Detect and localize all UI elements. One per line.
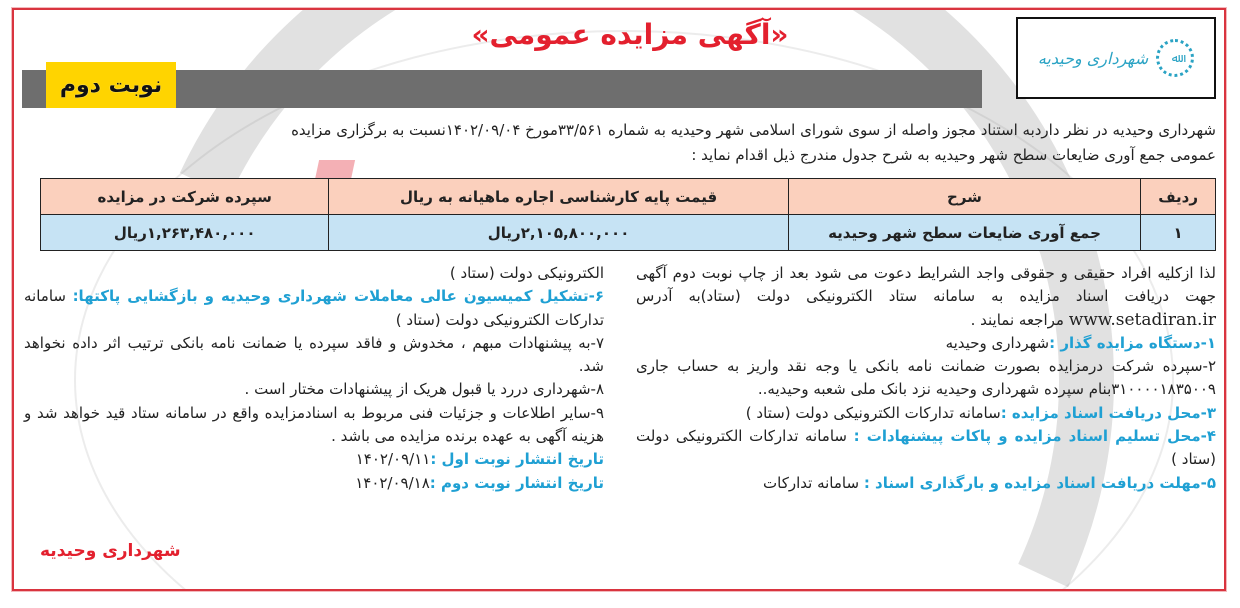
municipality-logo xyxy=(1016,17,1216,99)
emblem-icon: ﷲ xyxy=(1156,39,1194,77)
logo-text: شهرداری وحیدیه xyxy=(1037,48,1149,68)
notice-title: «آگهی مزایده عمومی» xyxy=(471,18,789,51)
cell-base-price: ۲,۱۰۵,۸۰۰,۰۰۰ریال xyxy=(329,215,788,251)
condition-9: ۹-سایر اطلاعات و جزئیات فنی مربوط به اسنادمزایده واقع در سامانه ستاد قید خواهد شد و هزینه آگهی به عهده برنده مزایده می باشد . xyxy=(24,403,604,446)
table-header-row xyxy=(41,179,1216,215)
intro-line-1: شهرداری وحیدیه در نظر داردبه استناد مجوز واصله از سوی شورای اسلامی شهر وحیدیه به شماره ۳۳/۵۶۱مورخ ۱۴۰۲/۰۹/۰۴نسبت به برگزاری مزایده xyxy=(291,121,1216,139)
header-base-price: قیمت پایه کارشناسی اجاره ماهیانه به ریال xyxy=(329,179,788,215)
table-row xyxy=(41,215,1216,251)
condition-8: ۸-شهرداری دررد یا قبول هریک از پیشنهادات مختار است . xyxy=(244,380,604,399)
condition-5: ۵-مهلت دریافت اسناد مزایده و بارگذاری اسناد : سامانه تدارکات xyxy=(763,473,1216,492)
auction-table xyxy=(40,178,1216,251)
condition-3: ۳-محل دریافت اسناد مزایده :سامانه تدارکات الکترونیکی دولت (ستاد ) xyxy=(745,403,1216,422)
intro-paragraph xyxy=(26,118,1216,168)
conditions-right-column xyxy=(636,262,1216,495)
header-deposit: سپرده شرکت در مزایده xyxy=(41,179,329,215)
cell-description: جمع آوری ضایعات سطح شهر وحیدیه xyxy=(788,215,1141,251)
setadiran-link[interactable]: www.setadiran.ir xyxy=(1068,309,1216,330)
condition-2: ۲-سپرده شرکت درمزایده بصورت ضمانت نامه بانکی یا وجه نقد واریز به حساب جاری ۳۱۰۰۰۰۱۸۳۵۰۰۹بنام سپرده شهرداری وحیدیه نزد بانک ملی شعبه وحیدیه.. xyxy=(636,357,1216,399)
cell-deposit: ۱,۲۶۳,۴۸۰,۰۰۰ریال xyxy=(41,215,329,251)
cell-row-number: ۱ xyxy=(1141,215,1216,251)
intro-line-2: عمومی جمع آوری ضایعات سطح شهر وحیدیه به شرح جدول مندرج ذیل اقدام نماید : xyxy=(691,146,1216,164)
invitation-paragraph: لذا ازکلیه افراد حقیقی و حقوقی واجد الشرایط دعوت می شود بعد از چاپ نوبت دوم آگهی جهت دریافت اسناد مزایده به سامانه ستاد الکترونیکی دولت (ستاد)به آدرس www.setadiran.ir مراجعه نمایند . xyxy=(636,264,1216,330)
conditions-left-column xyxy=(24,262,604,495)
condition-7: ۷-به پیشنهادات مبهم ، مخدوش و فاقد سپرده یا ضمانت نامه بانکی ترتیب اثر داده نخواهد شد. xyxy=(24,333,604,376)
header-row-number: ردیف xyxy=(1141,179,1216,215)
signature: شهرداری وحیدیه xyxy=(40,541,181,561)
first-publication-date: تاریخ انتشار نوبت اول :۱۴۰۲/۰۹/۱۱ xyxy=(355,450,604,469)
condition-1: ۱-دستگاه مزایده گذار :شهرداری وحیدیه xyxy=(945,333,1216,352)
second-publication-date: تاریخ انتشار نوبت دوم :۱۴۰۲/۰۹/۱۸ xyxy=(355,473,604,492)
round-badge: نوبت دوم xyxy=(46,62,176,108)
condition-6: ۶-تشکیل کمیسیون عالی معاملات شهرداری وحیدیه و بازگشایی پاکتها: سامانه تدارکات الکترونیکی دولت (ستاد ) xyxy=(24,287,604,329)
header-description: شرح xyxy=(788,179,1141,215)
condition-4: ۴-محل تسلیم اسناد مزایده و پاکات پیشنهادات : سامانه تدارکات الکترونیکی دولت (ستاد ) xyxy=(636,427,1216,469)
condition-5-continued: الکترونیکی دولت (ستاد ) xyxy=(449,264,604,282)
